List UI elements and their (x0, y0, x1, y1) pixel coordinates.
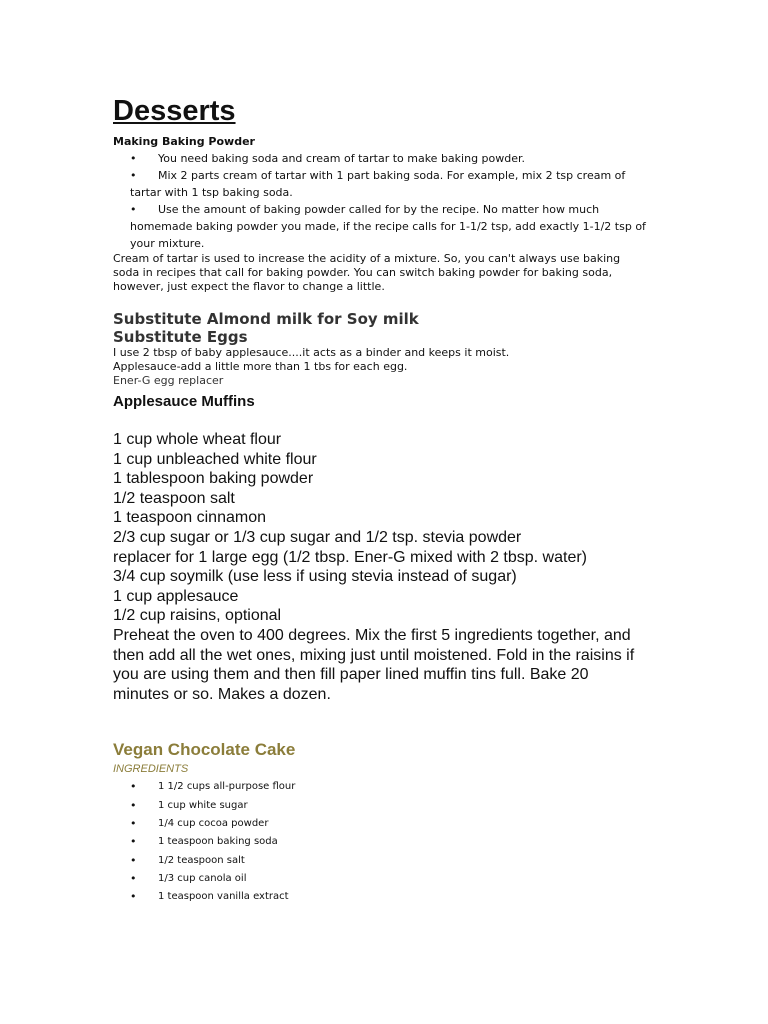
muffin-recipe (113, 430, 648, 704)
list-item: • 1/3 cup canola oil (113, 870, 648, 888)
ingredient-line: 3/4 cup soymilk (use less if using stevia instead of sugar) (113, 568, 517, 586)
list-item: • You need baking soda and cream of tartar to make baking powder. (113, 150, 648, 167)
baking-powder-heading: Making Baking Powder (113, 135, 255, 148)
ingredient-line: 2/3 cup sugar or 1/3 cup sugar and 1/2 tsp. stevia powder (113, 528, 522, 546)
ingredient-line: 1 tablespoon baking powder (113, 470, 314, 488)
ingredient-line: 1 cup applesauce (113, 587, 239, 605)
list-item: • Mix 2 parts cream of tartar with 1 part baking soda. For example, mix 2 tsp cream of tartar with 1 tsp baking soda. (113, 167, 648, 201)
ingredient-line: 1 cup unbleached white flour (113, 450, 317, 468)
ingredient-line: 1 teaspoon cinnamon (113, 509, 266, 527)
list-item: • 1 cup white sugar (113, 797, 648, 815)
muffins-heading: Applesauce Muffins (113, 393, 255, 410)
applesauce-note: Applesauce-add a little more than 1 tbs for each egg. (113, 360, 408, 373)
ingredients-label: INGREDIENTS (113, 763, 189, 776)
ingredient-line: replacer for 1 large egg (1/2 tbsp. Ener-G mixed with 2 tbsp. water) (113, 548, 587, 566)
list-item: • 1/2 teaspoon salt (113, 852, 648, 870)
ingredient-line: 1 cup whole wheat flour (113, 431, 282, 448)
list-item: • 1/4 cup cocoa powder (113, 815, 648, 833)
applesauce-note: I use 2 tbsp of baby applesauce....it acts as a binder and keeps it moist. (113, 346, 510, 359)
muffin-instructions: Preheat the oven to 400 degrees. Mix the first 5 ingredients together, and then add all the wet ones, mixing just until moistened. Fold in the raisins if you are using them and then fill paper lined muffin tins full. Bake 20 minutes or so. Makes a dozen. (113, 626, 635, 703)
list-item: • Use the amount of baking powder called for by the recipe. No matter how much homemade baking powder you made, if the recipe calls for 1-1/2 tsp, add exactly 1-1/2 tsp of your mixture. (113, 201, 648, 252)
page-title: Desserts (113, 95, 236, 127)
ingredient-line: 1/2 cup raisins, optional (113, 607, 282, 625)
list-item: • 1 1/2 cups all-purpose flour (113, 778, 648, 796)
substitute-eggs-heading: Substitute Eggs (113, 328, 248, 346)
list-item: • 1 teaspoon baking soda (113, 833, 648, 851)
ener-g-note: Ener-G egg replacer (113, 374, 224, 387)
list-item: • 1 teaspoon vanilla extract (113, 888, 648, 906)
baking-powder-list (113, 150, 648, 252)
cake-ingredients-list (113, 778, 648, 906)
document-page (113, 92, 648, 906)
ingredient-line: 1/2 teaspoon salt (113, 489, 235, 507)
almond-milk-heading: Substitute Almond milk for Soy milk (113, 310, 419, 328)
cake-heading: Vegan Chocolate Cake (113, 740, 296, 760)
cream-of-tartar-paragraph: Cream of tartar is used to increase the acidity of a mixture. So, you can't always use baking soda in recipes that call for baking powder. You can switch baking powder for baking soda, however, just expect the flavor to change a little. (113, 252, 621, 293)
